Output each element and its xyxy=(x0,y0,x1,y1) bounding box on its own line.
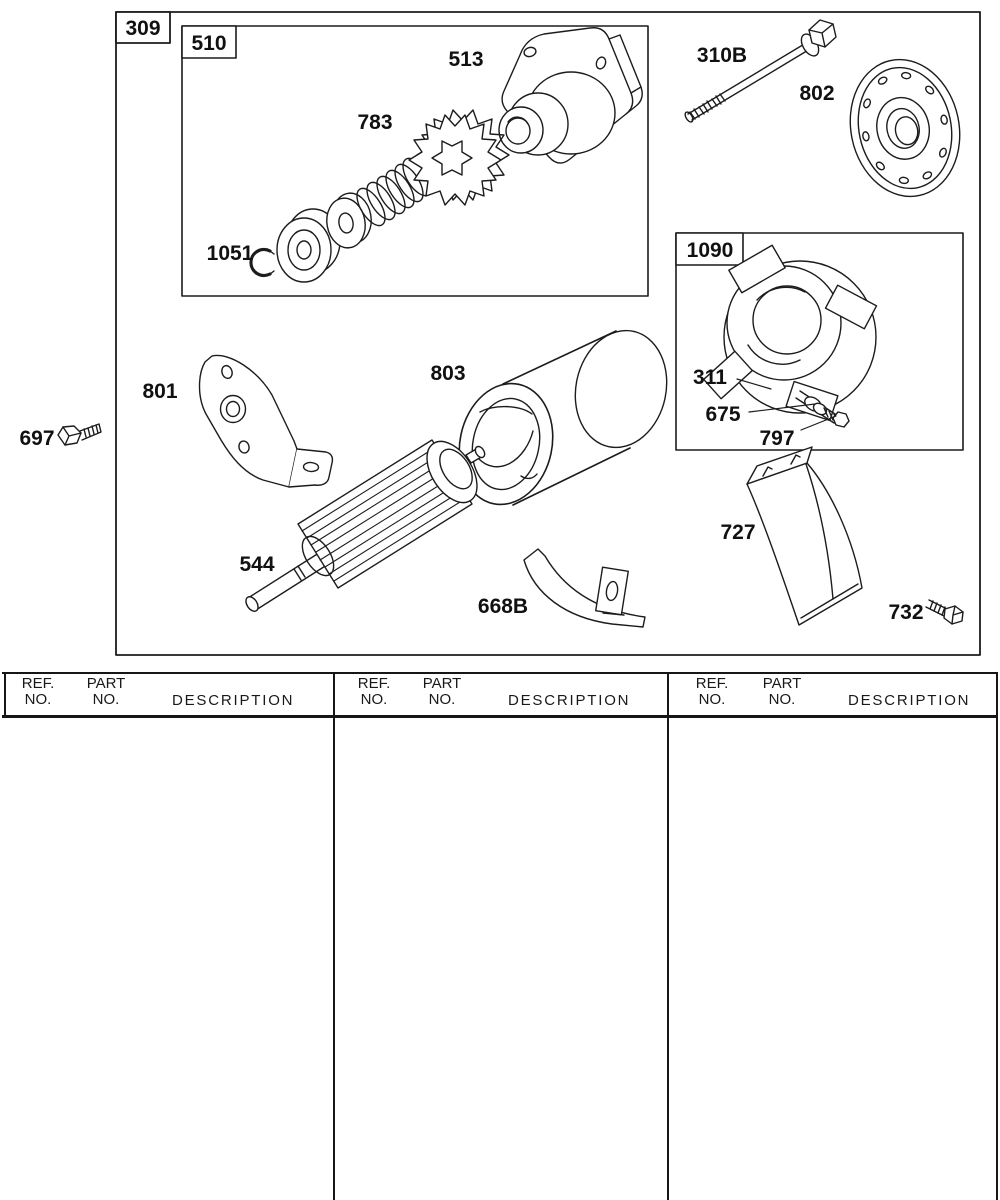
label-513: 513 xyxy=(448,48,484,71)
column-separator-1 xyxy=(333,672,335,1200)
part-no-header: PART NO. xyxy=(86,675,126,708)
part-cap-drive-801 xyxy=(200,355,333,487)
label-783: 783 xyxy=(357,111,393,134)
part-housing-starter-803 xyxy=(448,322,677,513)
part-clutch-drive-513 xyxy=(499,28,642,163)
label-675: 675 xyxy=(705,403,741,426)
column-separator-2 xyxy=(667,672,669,1200)
table-top-rule xyxy=(2,672,998,674)
part-cover-starter-drive-727 xyxy=(747,447,862,625)
table-right-border xyxy=(996,672,998,1200)
ref-no-header: REF. NO. xyxy=(357,675,391,708)
label-311: 311 xyxy=(693,366,727,389)
label-697: 697 xyxy=(19,427,55,450)
label-668B: 668B xyxy=(477,595,529,618)
description-header: DESCRIPTION xyxy=(848,692,971,709)
part-screw-732 xyxy=(926,600,963,624)
label-801: 801 xyxy=(142,380,178,403)
part-gear-pinion-783 xyxy=(409,110,509,205)
label-732: 732 xyxy=(888,601,924,624)
part-cap-end-802 xyxy=(838,49,972,206)
part-retaining-ring-1051 xyxy=(251,250,274,276)
label-797: 797 xyxy=(759,427,795,450)
ref-no-header: REF. NO. xyxy=(21,675,55,708)
part-no-header: PART NO. xyxy=(762,675,802,708)
description-header: DESCRIPTION xyxy=(508,692,631,709)
part-screw-697 xyxy=(58,424,101,445)
part-no-header: PART NO. xyxy=(422,675,462,708)
label-310B: 310B xyxy=(696,44,748,67)
label-1090: 1090 xyxy=(686,239,734,262)
label-803: 803 xyxy=(430,362,466,385)
label-1051: 1051 xyxy=(206,242,254,265)
label-802: 802 xyxy=(799,82,835,105)
description-header: DESCRIPTION xyxy=(172,692,295,709)
label-309: 309 xyxy=(125,17,161,40)
label-544: 544 xyxy=(239,553,275,576)
part-spacer-668B xyxy=(524,549,645,627)
label-727: 727 xyxy=(720,521,756,544)
table-header-col1 xyxy=(0,676,330,716)
table-header-col3 xyxy=(672,676,1000,716)
ref-no-header: REF. NO. xyxy=(695,675,729,708)
table-header-col2 xyxy=(336,676,666,716)
part-bolt-310B xyxy=(684,20,836,123)
label-510: 510 xyxy=(191,32,227,55)
